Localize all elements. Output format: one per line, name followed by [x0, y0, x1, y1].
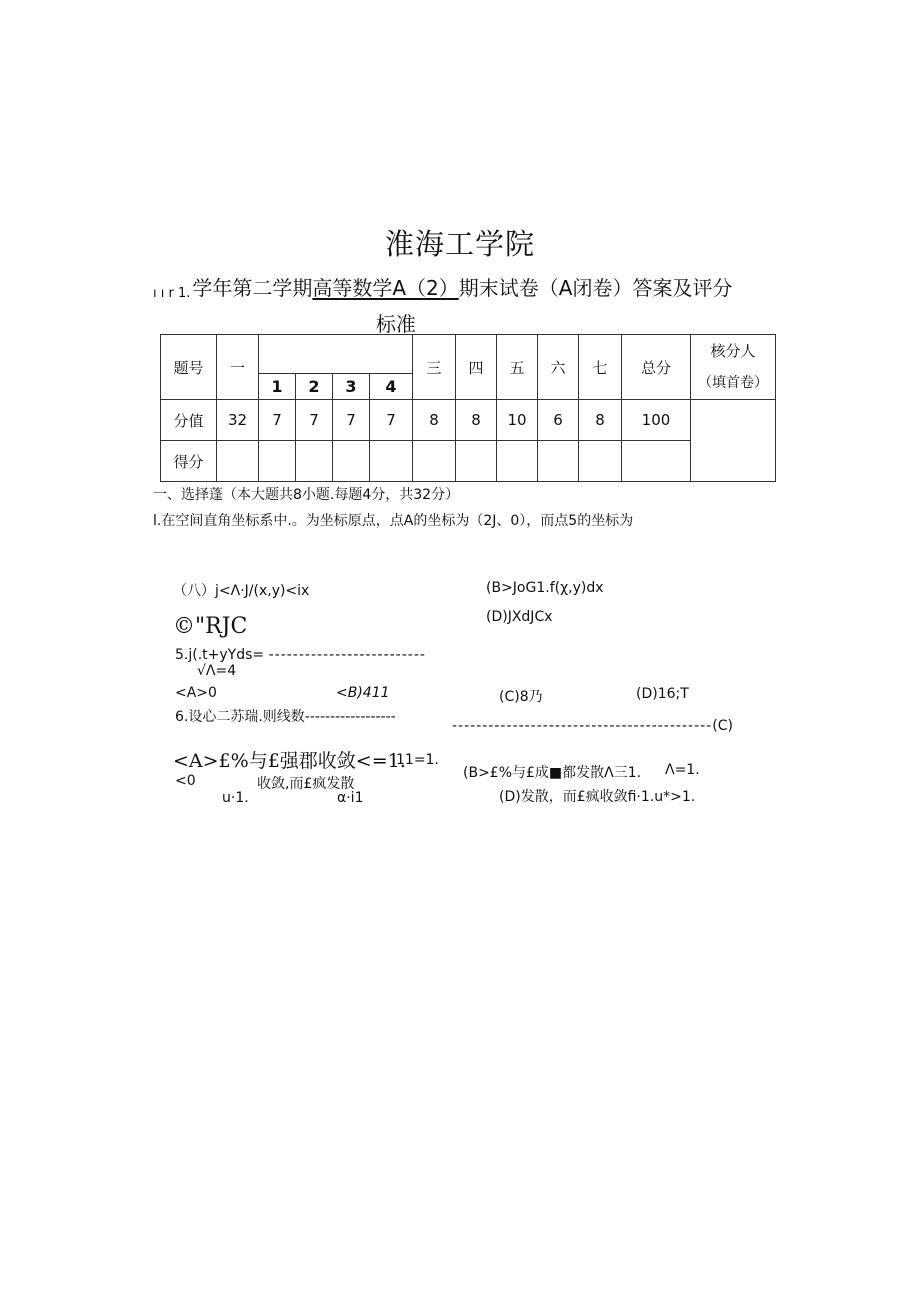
- value-cell: 7: [259, 400, 296, 441]
- subtitle-part-c: 期末试卷（A闭卷）答案及评分: [458, 276, 733, 300]
- sub-header-3: 3: [333, 373, 370, 399]
- q1-option-c: ©"RJC: [173, 614, 248, 639]
- reviewer-note: （填首卷）: [698, 375, 768, 391]
- q5-option-c: (C)8乃: [499, 689, 543, 705]
- q6-option-b-tail: Λ=1.: [665, 762, 700, 778]
- q6-option-a-line2-tail: 收敛,而£疯发散: [257, 776, 355, 792]
- subtitle-part-b: 高等数学A（2）: [312, 276, 459, 300]
- value-cell: 6: [538, 400, 579, 441]
- q6-dash-line: -------------------------------------------: [452, 718, 713, 734]
- subtitle-prefix: ı ı r 1.: [153, 286, 191, 301]
- value-cell: 8: [413, 400, 456, 441]
- q6-option-a-line3-left: u·1.: [222, 790, 249, 806]
- q5-stem-text: 5.j(.t+yYds=: [175, 647, 265, 663]
- sub-header-4: 4: [370, 373, 413, 399]
- header-total: 总分: [622, 335, 691, 400]
- score-cell: [296, 441, 333, 482]
- q1-option-a: （八）j<Λ·J/(x,y)<ix: [173, 583, 310, 599]
- reviewer-label: 核分人: [710, 342, 756, 360]
- q5-option-a: <A>0: [175, 685, 217, 701]
- sub-header-2: 2: [296, 373, 333, 399]
- q5-blank: --------------------------: [268, 647, 426, 663]
- q5-sub: √Λ=4: [197, 663, 237, 679]
- score-cell: [370, 441, 413, 482]
- header-blank: [259, 335, 413, 374]
- header-yi: 一: [217, 335, 259, 400]
- section-heading: 一、选择蓬（本大题共8小题.每题4分，共32分）: [153, 487, 460, 503]
- reviewer-cell: [691, 335, 776, 400]
- score-cell: [259, 441, 296, 482]
- exam-subtitle: [153, 272, 732, 301]
- header-san: 三: [413, 335, 456, 400]
- q6-option-a-line2: <0: [175, 773, 196, 789]
- q6-option-b: (B>£%与£成■都发散Λ三1.: [463, 765, 642, 781]
- value-cell: 7: [333, 400, 370, 441]
- score-table: [160, 334, 776, 482]
- score-cell: [538, 441, 579, 482]
- subtitle-line2: 标准: [376, 312, 416, 336]
- score-cell: [456, 441, 497, 482]
- value-cell: 7: [370, 400, 413, 441]
- q6-option-a: <A>£%与£强郡收敛<=1.: [173, 750, 406, 772]
- q6-stem: 6.设心二苏瑞.则线数------------------: [175, 709, 396, 725]
- q1-option-b: (B>JoG1.f(χ,y)dx: [486, 580, 604, 596]
- value-cell: 32: [217, 400, 259, 441]
- header-qi: 七: [579, 335, 622, 400]
- sub-header-1: 1: [259, 373, 296, 399]
- subtitle-part-a: 学年第二学期: [192, 276, 313, 300]
- question-1: l.在空间直角坐标系中.。为坐标原点，点A的坐标为（2J、0），而点5的坐标为: [153, 513, 634, 529]
- score-cell: [413, 441, 456, 482]
- value-cell: 8: [456, 400, 497, 441]
- value-cell: 10: [497, 400, 538, 441]
- q6-option-a-line3-right: α·i1: [337, 790, 364, 806]
- q1-option-d: (D)JXdJCx: [486, 609, 553, 625]
- q6-option-d: (D)发散，而£疯收敛fi·1.u*>1.: [499, 789, 696, 805]
- q6-option-a-tail: 11=1.: [396, 752, 439, 768]
- q6-answer-line: [452, 718, 733, 734]
- score-label: 得分: [161, 441, 217, 482]
- header-wu: 五: [497, 335, 538, 400]
- value-cell: 8: [579, 400, 622, 441]
- score-cell: [579, 441, 622, 482]
- score-cell: [497, 441, 538, 482]
- score-cell: [622, 441, 691, 482]
- value-cell: 7: [296, 400, 333, 441]
- page-title: 淮海工学院: [384, 227, 535, 261]
- header-tihao: 题号: [161, 335, 217, 400]
- q6-option-a-line1: [173, 746, 406, 773]
- score-cell: [333, 441, 370, 482]
- value-cell: 100: [622, 400, 691, 441]
- q5-stem: [175, 647, 426, 663]
- reviewer-blank: [691, 400, 776, 482]
- q6-answer: (C): [712, 718, 733, 734]
- q5-option-b: <B)411: [336, 685, 390, 701]
- score-cell: [217, 441, 259, 482]
- value-label: 分值: [161, 400, 217, 441]
- header-liu: 六: [538, 335, 579, 400]
- q5-option-d: (D)16;T: [636, 686, 689, 702]
- header-si: 四: [456, 335, 497, 400]
